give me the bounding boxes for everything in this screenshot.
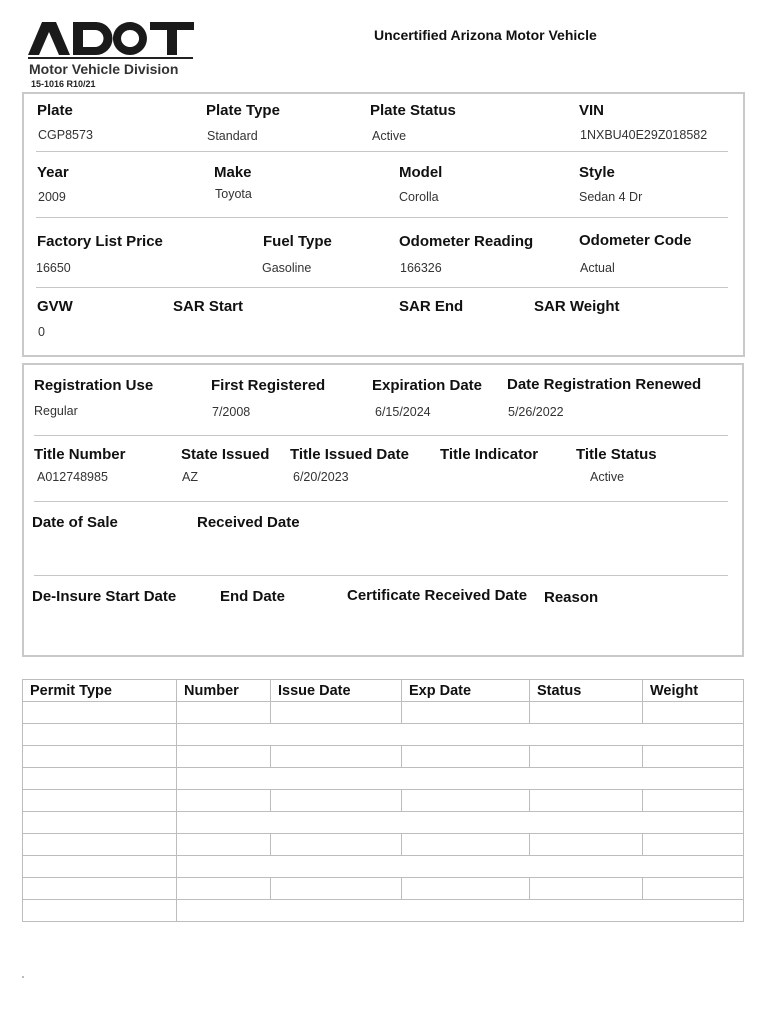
table-header-row bbox=[23, 680, 744, 702]
title-issued-date-label: Title Issued Date bbox=[290, 446, 409, 463]
fuel-type-label: Fuel Type bbox=[263, 233, 332, 250]
table-row bbox=[23, 768, 744, 790]
odometer-code-value: Actual bbox=[580, 261, 615, 275]
title-status-label: Title Status bbox=[576, 446, 657, 463]
document-title: Uncertified Arizona Motor Vehicle bbox=[374, 27, 597, 43]
divider bbox=[36, 287, 728, 288]
certificate-received-date-label: Certificate Received Date bbox=[347, 587, 528, 604]
form-number: 15-1016 R10/21 bbox=[31, 79, 96, 89]
factory-list-price-label: Factory List Price bbox=[37, 233, 163, 250]
table-row bbox=[23, 856, 744, 878]
model-label: Model bbox=[399, 164, 443, 181]
table-row bbox=[23, 878, 744, 900]
table-row bbox=[23, 834, 744, 856]
sar-start-label: SAR Start bbox=[173, 298, 244, 315]
date-of-sale-label: Date of Sale bbox=[32, 514, 118, 531]
stray-mark bbox=[22, 976, 24, 978]
division-name: Motor Vehicle Division bbox=[29, 61, 179, 77]
fuel-type-value: Gasoline bbox=[262, 261, 312, 275]
table-row bbox=[23, 790, 744, 812]
state-issued-value: AZ bbox=[182, 470, 198, 484]
adot-logo bbox=[28, 22, 196, 62]
reason-label: Reason bbox=[544, 589, 599, 606]
make-label: Make bbox=[214, 164, 252, 181]
expiration-date-label: Expiration Date bbox=[372, 377, 483, 394]
title-issued-date-value: 6/20/2023 bbox=[293, 470, 349, 484]
received-date-label: Received Date bbox=[197, 514, 300, 531]
plate-status-value: Active bbox=[372, 129, 407, 143]
vin-label: VIN bbox=[579, 102, 605, 119]
logo-underline bbox=[28, 57, 193, 59]
gvw-label: GVW bbox=[37, 298, 73, 315]
title-status-value: Active bbox=[590, 470, 625, 484]
model-value: Corolla bbox=[399, 190, 439, 204]
year-value: 2009 bbox=[38, 190, 66, 204]
sar-weight-label: SAR Weight bbox=[534, 298, 620, 315]
column-header-number: Number bbox=[177, 680, 271, 702]
factory-list-price-value: 16650 bbox=[36, 261, 71, 275]
registration-use-label: Registration Use bbox=[34, 377, 154, 394]
gvw-value: 0 bbox=[38, 325, 45, 339]
divider bbox=[34, 501, 728, 502]
plate-label: Plate bbox=[37, 102, 73, 119]
odometer-code-label: Odometer Code bbox=[579, 232, 692, 249]
deinsure-start-date-label: De-Insure Start Date bbox=[32, 588, 177, 605]
sar-end-label: SAR End bbox=[399, 298, 464, 315]
registration-use-value: Regular bbox=[34, 404, 78, 418]
table-row bbox=[23, 900, 744, 922]
table-row bbox=[23, 746, 744, 768]
divider bbox=[34, 575, 728, 576]
divider bbox=[36, 217, 728, 218]
end-date-label: End Date bbox=[220, 588, 286, 605]
plate-value: CGP8573 bbox=[38, 128, 93, 142]
odometer-reading-value: 166326 bbox=[400, 261, 442, 275]
first-registered-label: First Registered bbox=[211, 377, 326, 394]
title-number-label: Title Number bbox=[34, 446, 126, 463]
table-row bbox=[23, 724, 744, 746]
make-value: Toyota bbox=[215, 187, 252, 201]
year-label: Year bbox=[37, 164, 69, 181]
plate-type-label: Plate Type bbox=[206, 102, 280, 119]
odometer-reading-label: Odometer Reading bbox=[399, 233, 534, 250]
permits-table bbox=[22, 679, 744, 922]
column-header-permit-type: Permit Type bbox=[23, 680, 177, 702]
column-header-issue-date: Issue Date bbox=[271, 680, 402, 702]
column-header-status: Status bbox=[530, 680, 643, 702]
date-registration-renewed-label: Date Registration Renewed bbox=[507, 376, 702, 393]
date-registration-renewed-value: 5/26/2022 bbox=[508, 405, 564, 419]
vin-value: 1NXBU40E29Z018582 bbox=[580, 128, 708, 142]
style-label: Style bbox=[579, 164, 615, 181]
column-header-weight: Weight bbox=[643, 680, 744, 702]
divider bbox=[34, 435, 728, 436]
title-number-value: A012748985 bbox=[37, 470, 108, 484]
first-registered-value: 7/2008 bbox=[212, 405, 251, 419]
table-row bbox=[23, 812, 744, 834]
style-value: Sedan 4 Dr bbox=[579, 190, 643, 204]
table-row bbox=[23, 702, 744, 724]
divider bbox=[36, 151, 728, 152]
plate-status-label: Plate Status bbox=[370, 102, 456, 119]
title-indicator-label: Title Indicator bbox=[440, 446, 539, 463]
plate-type-value: Standard bbox=[207, 129, 258, 143]
column-header-exp-date: Exp Date bbox=[402, 680, 530, 702]
state-issued-label: State Issued bbox=[181, 446, 270, 463]
expiration-date-value: 6/15/2024 bbox=[375, 405, 431, 419]
